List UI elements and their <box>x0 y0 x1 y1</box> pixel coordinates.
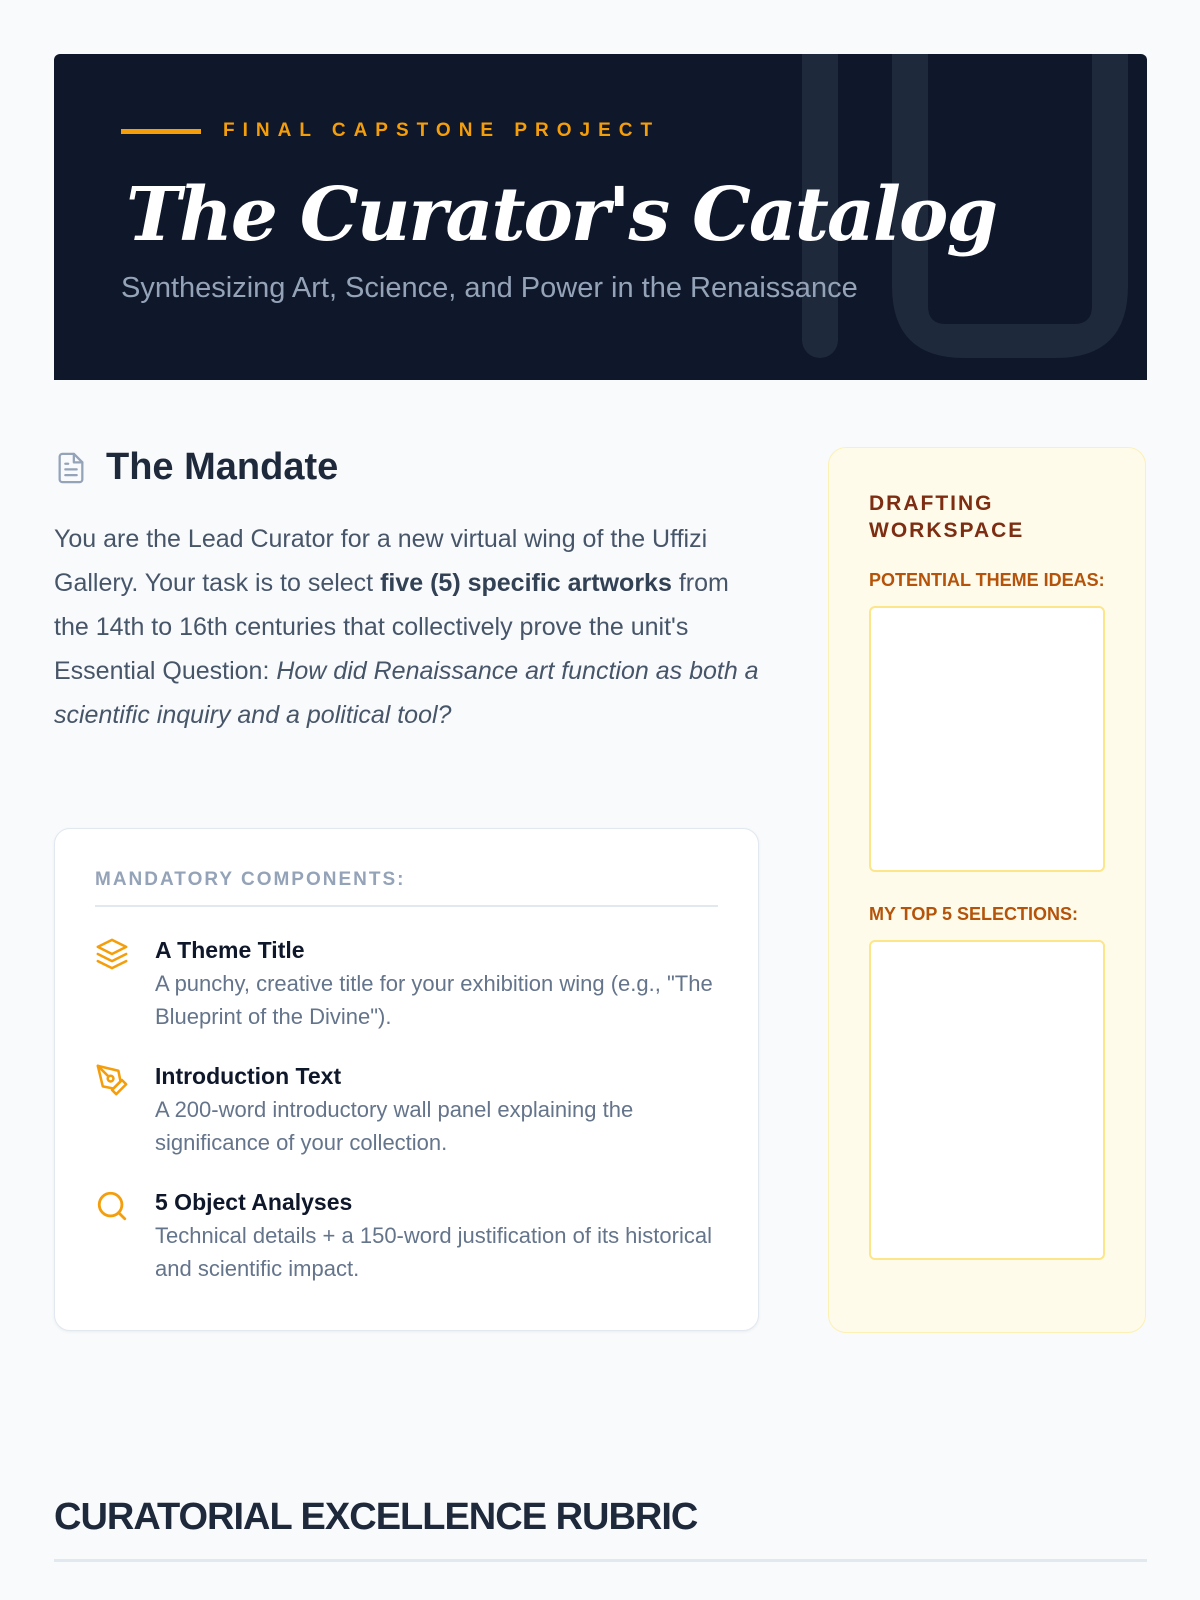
mandate-text-part: You are the Lead Curator for a new virtual wing of the Uffizi Gallery. Your task is to select <box>54 525 708 597</box>
component-title: A Theme Title <box>155 937 305 963</box>
component-title: 5 Object Analyses <box>155 1189 353 1215</box>
components-heading: MANDATORY COMPONENTS: <box>95 869 718 907</box>
eyebrow <box>121 120 660 142</box>
layers-icon <box>95 935 131 1033</box>
top-selections-label: MY TOP 5 SELECTIONS: <box>869 904 1079 924</box>
component-item <box>95 935 718 1033</box>
essential-question: How did Renaissance art function as both a scientific inquiry and a political tool? <box>54 657 759 729</box>
mandate-header <box>54 446 764 489</box>
theme-ideas-textarea[interactable] <box>869 606 1105 872</box>
component-item <box>95 1187 718 1285</box>
component-description: Technical details + a 150-word justification of its historical and scientific impact. <box>155 1223 712 1281</box>
component-item <box>95 1061 718 1159</box>
page-subtitle: Synthesizing Art, Science, and Power in the Renaissance <box>121 272 858 304</box>
mandate-text-part: from the 14th to 16th centuries that collectively prove the unit's Essential Question: <box>54 569 729 685</box>
eyebrow-label: FINAL CAPSTONE PROJECT <box>223 120 661 141</box>
workspace-title: DRAFTING WORKSPACE <box>869 492 1025 542</box>
mandate-heading: The Mandate <box>106 446 339 488</box>
drafting-workspace <box>828 447 1146 1333</box>
component-title: Introduction Text <box>155 1063 342 1089</box>
mandate-text-emphasis: five (5) specific artworks <box>380 569 672 597</box>
component-description: A punchy, creative title for your exhibition wing (e.g., "The Blueprint of the Divine"). <box>155 971 713 1029</box>
mandate-section <box>54 446 764 737</box>
mandate-body <box>54 517 764 737</box>
component-description: A 200-word introductory wall panel explaining the significance of your collection. <box>155 1097 634 1155</box>
pen-tool-icon <box>95 1061 131 1159</box>
components-card <box>54 828 759 1331</box>
document-icon <box>54 449 88 487</box>
theme-ideas-label: POTENTIAL THEME IDEAS: <box>869 570 1105 590</box>
search-icon <box>95 1187 131 1285</box>
page-title: The Curator's Catalog <box>126 172 997 258</box>
rubric-heading: CURATORIAL EXCELLENCE RUBRIC <box>54 1496 1147 1562</box>
eyebrow-rule <box>121 129 201 134</box>
hero-banner <box>54 54 1147 380</box>
top-selections-textarea[interactable] <box>869 940 1105 1260</box>
